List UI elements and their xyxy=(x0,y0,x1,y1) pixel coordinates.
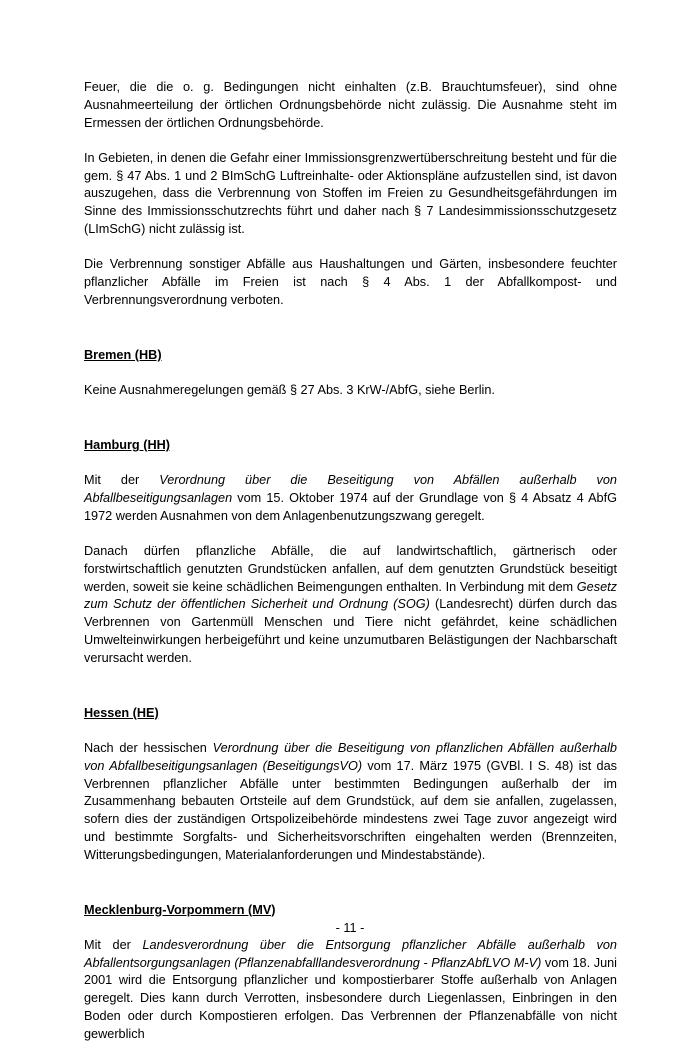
text-span: Mit der xyxy=(84,937,143,952)
page-number: - 11 - xyxy=(335,921,365,935)
section-heading-hamburg: Hamburg (HH) xyxy=(84,437,170,452)
text-span: Mit der xyxy=(84,473,160,488)
text-span: Danach dürfen pflanzliche Abfälle, die auf landwirtschaftlich, gärtnerisch oder forstwirtschaftlich genutzten Grundstücken anfallen, auf dem genutzten Grundstück beseitigt werden, soweit sie keine schädlichen Beimengungen enthalten. In Verbindung mit dem xyxy=(84,544,617,594)
law-title: Verordnung über die Beseitigung von Abfällen außerhalb von Abfallbeseitigungsanlagen xyxy=(84,473,617,505)
section-heading-hessen: Hessen (HE) xyxy=(84,705,159,720)
law-title: Verordnung über die Beseitigung von pflanzlichen Abfällen außerhalb von Abfallbeseitigungsanlagen (BeseitigungsVO) xyxy=(84,740,617,773)
section-heading-bremen: Bremen (HB) xyxy=(84,347,162,362)
paragraph xyxy=(84,472,617,525)
paragraph xyxy=(84,543,617,668)
law-title: Gesetz zum Schutz der öffentlichen Sicherheit und Ordnung (SOG) xyxy=(84,579,617,612)
paragraph: Die Verbrennung sonstiger Abfälle aus Haushaltungen und Gärten, insbesondere feuchter pflanzlicher Abfälle im Freien ist nach § 4 Abs. 1 der Abfallkompost- und Verbrennungsverordnung verboten. xyxy=(84,257,617,307)
text-span: vom 17. März 1975 (GVBl. I S. 48) ist das Verbrennen pflanzlicher Abfälle unter bestimmten Bedingungen außerhalb der im Zusammenhang bebauten Ortsteile auf dem Grundstück, auf dem sie anfallen, zugelassen, sofern dies der zuständigen Ortspolizeibehörde mindestens zwei Tage zuvor angezeigt wird und bestimmte Sorgfalts- und Sicherheitsvorschriften eingehalten werden (Brennzeiten, Witterungsbedingungen, Materialanforderungen und Mindestabstände). xyxy=(84,758,617,862)
paragraph xyxy=(84,937,617,1044)
text-span: Nach der hessischen xyxy=(84,740,213,755)
law-title: Landesverordnung über die Entsorgung pflanzlicher Abfälle außerhalb von Abfallentsorgungsanlagen (Pflanzenabfalllandesverordnung - PflanzAbfLVO M-V) xyxy=(84,937,617,970)
document-page xyxy=(84,79,617,1044)
text-span: vom 15. Oktober 1974 auf der Grundlage von § 4 Absatz 4 AbfG 1972 werden Ausnahmen von dem Anlagenbenutzungszwang geregelt. xyxy=(84,490,617,523)
paragraph: In Gebieten, in denen die Gefahr einer Immissionsgrenzwertüberschreitung besteht und für die gem. § 47 Abs. 1 und 2 BImSchG Luftreinhalte- oder Aktionspläne aufzustellen sind, ist davon auszugehen, dass die Verbrennung von Stoffen im Freien zu Gesundheitsgefährdungen im Sinne des Immissionsschutzrechts führt und daher nach § 7 Landesimmissionsschutzgesetz (LImSchG) nicht zulässig ist. xyxy=(84,150,617,237)
text-span: (Landesrecht) dürfen durch das Verbrennen von Gartenmüll Menschen und Tiere nicht gefährdet, keine schädlichen Umwelteinwirkungen herbeigeführt und keine unzumutbaren Belästigungen der Nachbarschaft verursacht werden. xyxy=(84,597,617,665)
paragraph: Feuer, die die o. g. Bedingungen nicht einhalten (z.B. Brauchtumsfeuer), sind ohne Ausnahmeerteilung der örtlichen Ordnungsbehörde nicht zulässig. Die Ausnahme steht im Ermessen der örtlichen Ordnungsbehörde. xyxy=(84,80,617,130)
section-heading-mv: Mecklenburg-Vorpommern (MV) xyxy=(84,902,276,917)
paragraph: Keine Ausnahmeregelungen gemäß § 27 Abs. 3 KrW-/AbfG, siehe Berlin. xyxy=(84,383,495,398)
paragraph xyxy=(84,740,617,865)
text-span: vom 18. Juni 2001 wird die Entsorgung pflanzlicher und kompostierbarer Stoffe außerhalb von Anlagen geregelt. Dies kann durch Verrotten, insbesondere durch Liegenlassen, Einbringen in den Boden oder durch Kompostieren erfolgen. Das Verbrennen der Pflanzenabfälle von nicht gewerblich xyxy=(84,955,617,1041)
